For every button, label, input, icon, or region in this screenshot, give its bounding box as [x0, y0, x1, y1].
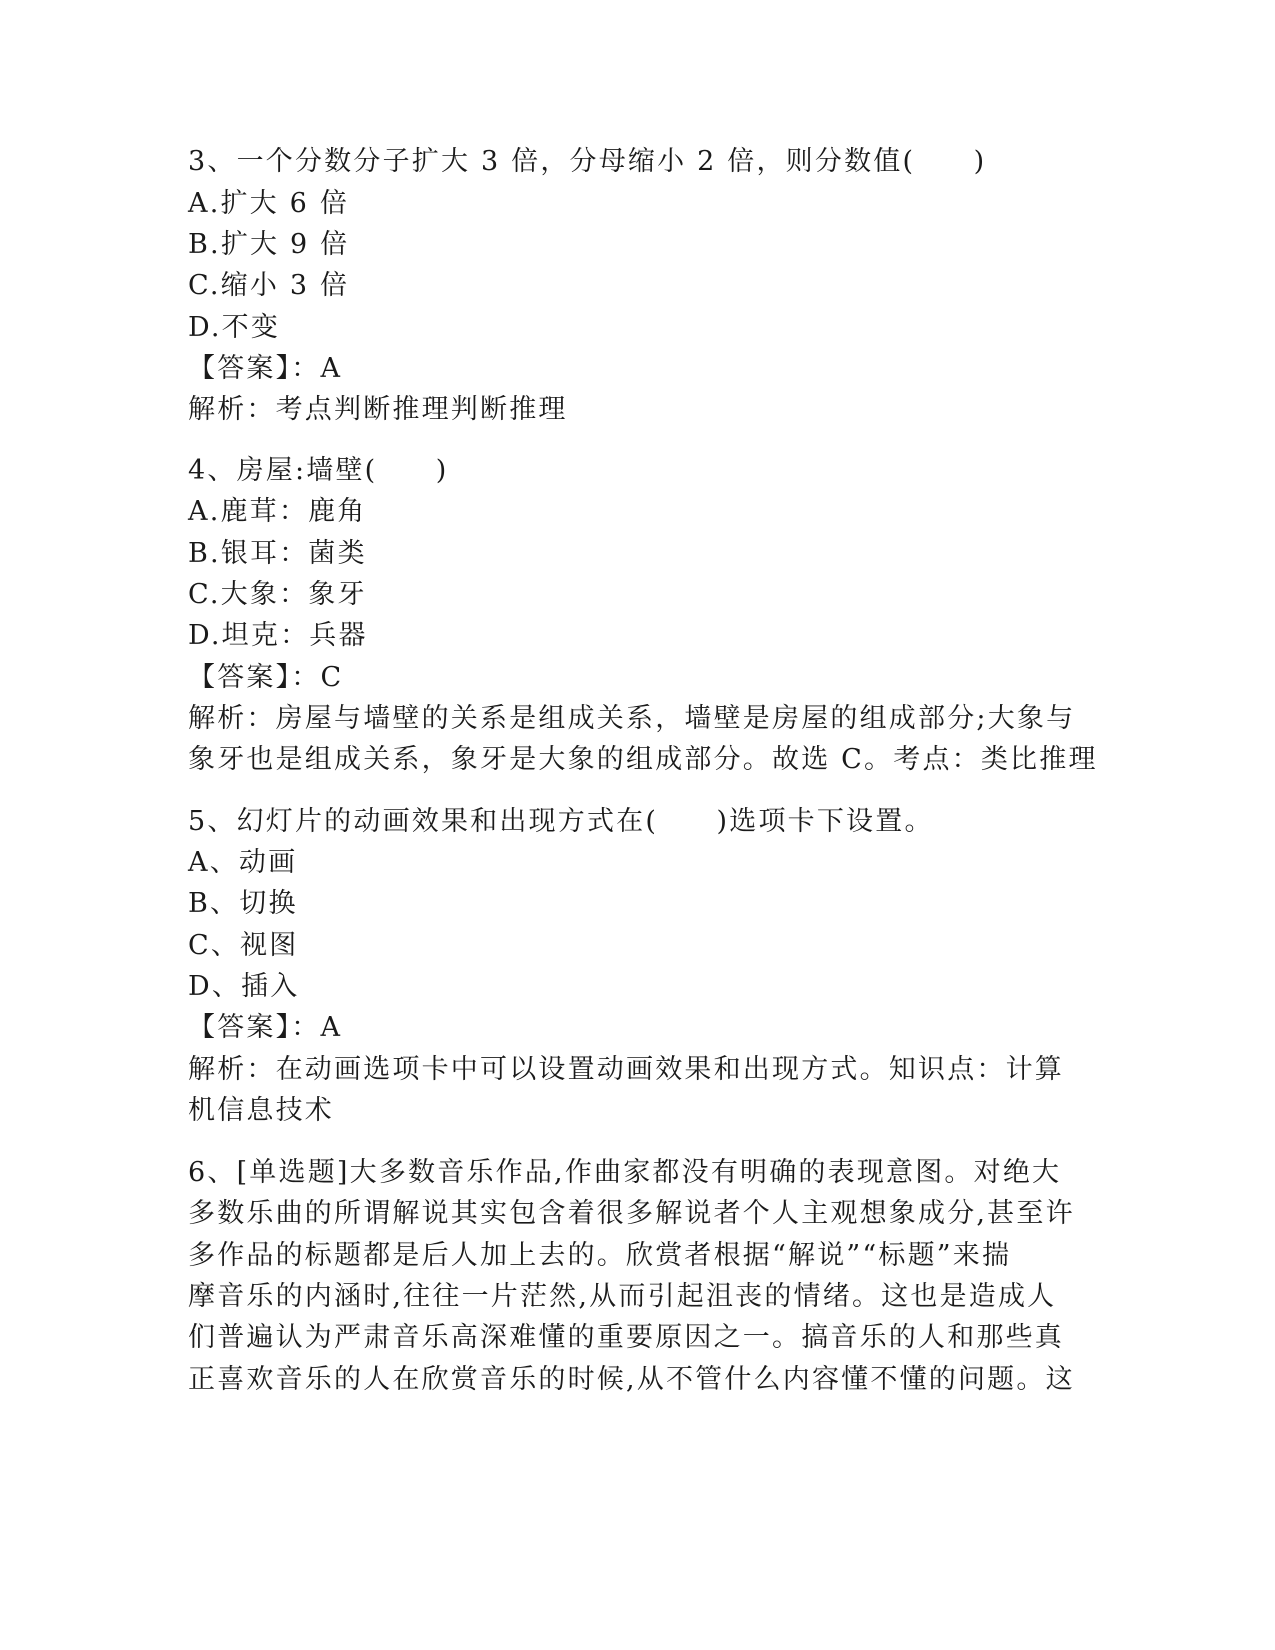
question-5-answer: 【答案】：A [188, 1012, 343, 1043]
question-3-option-a: A.扩大 6 倍 [188, 188, 350, 219]
question-5-option-c: C、视图 [188, 930, 299, 961]
question-4-analysis-line-1: 解析：房屋与墙壁的关系是组成关系，墙壁是房屋的组成部分;大象与 [188, 703, 1076, 734]
question-4-option-c: C.大象：象牙 [188, 579, 367, 610]
question-4-stem: 4、房屋:墙壁( ) [188, 455, 449, 486]
question-6-stem-line-3: 多作品的标题都是后人加上去的。欣赏者根据“解说”“标题”来揣 [188, 1240, 1012, 1271]
question-4-option-d: D.坦克：兵器 [188, 620, 368, 651]
question-4-analysis-line-2: 象牙也是组成关系，象牙是大象的组成部分。故选 C。考点：类比推理 [188, 744, 1098, 775]
question-4-answer: 【答案】：C [188, 662, 344, 693]
question-4-option-a: A.鹿茸：鹿角 [188, 496, 367, 527]
question-3-answer: 【答案】：A [188, 353, 343, 384]
question-6-stem-line-1: 6、[单选题]大多数音乐作品,作曲家都没有明确的表现意图。对绝大 [188, 1157, 1062, 1188]
question-6-stem-line-2: 多数乐曲的所谓解说其实包含着很多解说者个人主观想象成分,甚至许 [188, 1198, 1075, 1229]
question-6-stem-line-6: 正喜欢音乐的人在欣赏音乐的时候,从不管什么内容懂不懂的问题。这 [188, 1364, 1075, 1395]
question-6-stem-line-4: 摩音乐的内涵时,往往一片茫然,从而引起沮丧的情绪。这也是造成人 [188, 1281, 1057, 1312]
question-4-option-b: B.银耳：菌类 [188, 538, 367, 569]
question-3-analysis: 解析：考点判断推理判断推理 [188, 394, 568, 425]
question-5-analysis-line-1: 解析：在动画选项卡中可以设置动画效果和出现方式。知识点：计算 [188, 1054, 1064, 1085]
question-3-stem: 3、一个分数分子扩大 3 倍，分母缩小 2 倍，则分数值( ) [188, 146, 987, 177]
question-5-option-a: A、动画 [188, 847, 298, 878]
question-5-analysis-line-2: 机信息技术 [188, 1095, 334, 1126]
question-3-option-c: C.缩小 3 倍 [188, 270, 350, 301]
question-5-stem: 5、幻灯片的动画效果和出现方式在( )选项卡下设置。 [188, 806, 934, 837]
question-5-option-d: D、插入 [188, 971, 300, 1002]
question-3-option-d: D.不变 [188, 312, 281, 343]
question-6-stem-line-5: 们普遍认为严肃音乐高深难懂的重要原因之一。搞音乐的人和那些真 [188, 1322, 1064, 1353]
question-5-option-b: B、切换 [188, 888, 298, 919]
question-3-option-b: B.扩大 9 倍 [188, 229, 350, 260]
